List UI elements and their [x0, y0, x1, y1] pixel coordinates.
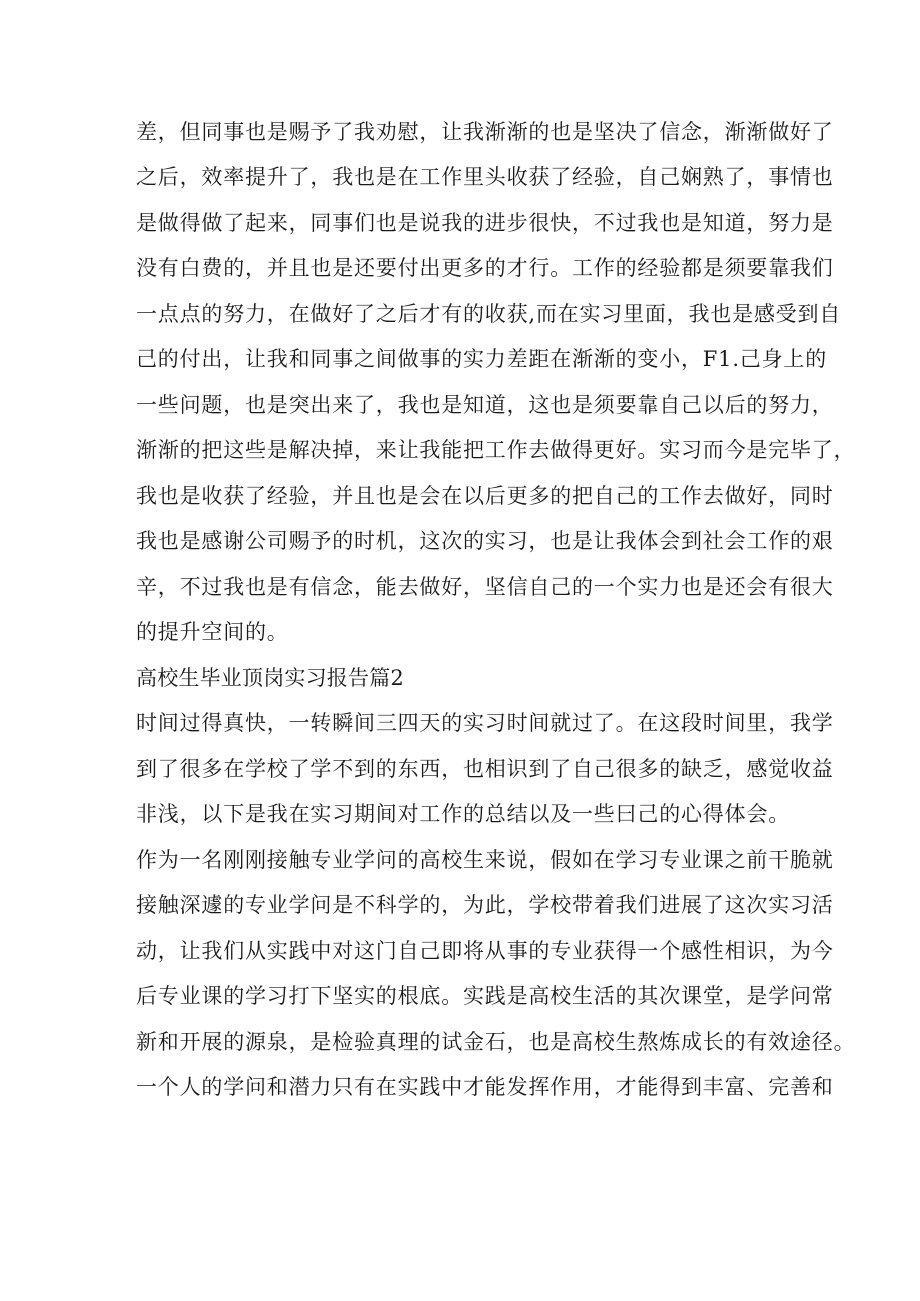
paragraph-line: 非浅，以下是我在实习期间对工作的总结以及一些曰己的心得体会。 [136, 802, 790, 826]
paragraph-line: 时间过得真快，一转瞬间三四天的实习时间就过了。在这段时间里，我学 [136, 711, 834, 735]
section-heading: 高校生毕业顶岗实习报告篇2 [136, 666, 404, 690]
paragraph-line: 一点点的努力，在做好了之后才有的收获,而在实习里面，我也是感受到自 [136, 302, 842, 326]
paragraph-line: 动，让我们从实践中对这门自己即将从事的专业获得一个感性相识，为今 [136, 939, 834, 963]
paragraph-line: 新和开展的源泉，是检验真理的试金石，也是高校生熬炼成长的有效途径。 [136, 1030, 856, 1054]
paragraph-line: 一些问题，也是突出来了，我也是知道，这也是须要靠自己以后的努力， [136, 393, 834, 417]
paragraph-line: 差，但同事也是赐予了我劝慰，让我渐渐的也是坚决了信念，渐渐做好了 [136, 120, 834, 144]
paragraph-line: 之后，效率提升了，我也是在工作里头收获了经验，自己娴熟了，事情也 [136, 165, 834, 189]
paragraph-line: 接触深遽的专业学问是不科学的，为此，学校带着我们进展了这次实习活 [136, 893, 834, 917]
paragraph-line: 辛，不过我也是有信念，能去做好，坚信自己的一个实力也是还会有很大 [136, 575, 834, 599]
paragraph-line: 到了很多在学校了学不到的东西，也相识到了自己很多的缺乏，感觉收益 [136, 757, 834, 781]
paragraph-line: 渐渐的把这些是解决掉，来让我能把工作去做得更好。实习而今是完毕了， [136, 438, 856, 462]
paragraph-line: 后专业课的学习打下坚实的根底。实践是高校生活的其次课堂，是学问常 [136, 984, 834, 1008]
paragraph-line: 我也是感谢公司赐予的时机，这次的实习，也是让我体会到社会工作的艰 [136, 529, 834, 553]
paragraph-line: 己的付出，让我和同事之间做事的实力差距在渐渐的变小，F1.己身上的 [136, 347, 828, 371]
paragraph-line: 我也是收获了经验，并且也是会在以后更多的把自己的工作去做好，同时 [136, 484, 834, 508]
paragraph-line: 是做得做了起来，同事们也是说我的进步很快，不过我也是知道，努力是 [136, 211, 834, 235]
paragraph-line: 作为一名刚刚接触专业学问的高校生来说，假如在学习专业课之前干脆就 [136, 848, 834, 872]
paragraph-line: 没有白费的，并且也是还要付出更多的才行。工作的经验都是须要靠我们 [136, 256, 834, 280]
paragraph-line: 的提升空间的。 [136, 620, 289, 644]
paragraph-line: 一个人的学问和潜力只有在实践中才能发挥作用，才能得到丰富、完善和 [136, 1075, 834, 1099]
